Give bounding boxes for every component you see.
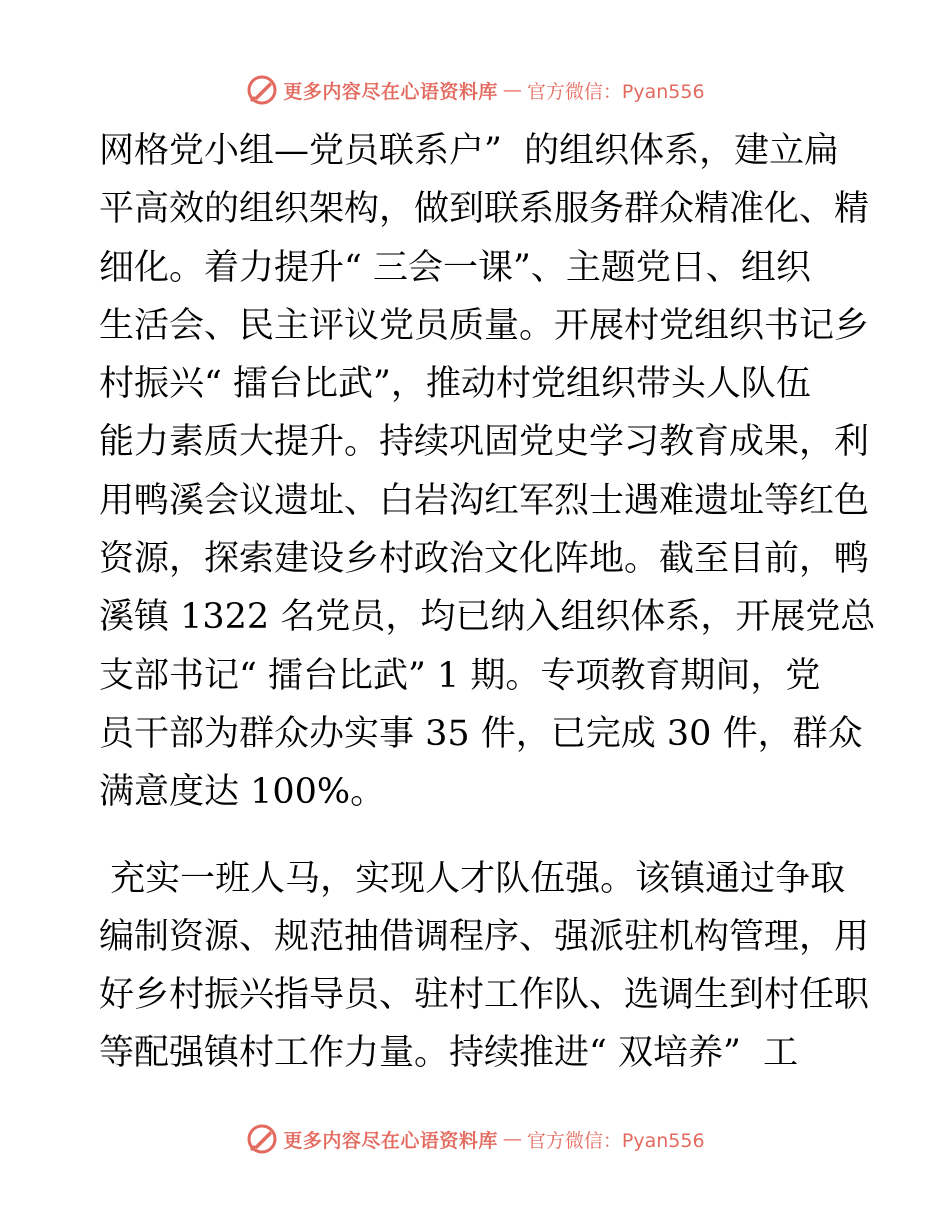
text-line: 溪镇 1322 名党员，均已纳入组织体系，开展党总 bbox=[99, 597, 876, 638]
text-line: 好乡村振兴指导员、驻村工作队、选调生到村任职 bbox=[99, 975, 870, 1016]
watermark-contact: 官方微信：Pyan556 bbox=[526, 80, 705, 103]
watermark-text: 更多内容尽在心语资料库 bbox=[283, 80, 498, 103]
watermark-text: 更多内容尽在心语资料库 bbox=[283, 1129, 498, 1152]
quill-seal-icon bbox=[245, 73, 279, 107]
text-line: 网格党小组—党员联系户” 的组织体系，建立扁 bbox=[99, 131, 840, 171]
quill-seal-icon bbox=[245, 1122, 279, 1156]
text-line: 等配强镇村工作力量。持续推进“ 双培养” 工 bbox=[99, 1033, 799, 1074]
watermark-dash: — bbox=[502, 1128, 522, 1150]
text-line: 支部书记“ 擂台比武” 1 期。专项教育期间，党 bbox=[99, 655, 821, 696]
text-line: 生活会、民主评议党员质量。开展村党组织书记乡 bbox=[99, 305, 870, 346]
text-line: 编制资源、规范抽借调程序、强派驻机构管理，用 bbox=[99, 916, 870, 957]
text-line: 平高效的组织架构，做到联系服务群众精准化、精 bbox=[99, 189, 870, 230]
footer-watermark bbox=[0, 1119, 950, 1159]
document-body bbox=[99, 122, 876, 1083]
header-watermark bbox=[0, 70, 950, 110]
watermark-contact: 官方微信：Pyan556 bbox=[526, 1129, 705, 1152]
text-line: 村振兴“ 擂台比武”，推动村党组织带头人队伍 bbox=[99, 364, 811, 405]
paragraph-1 bbox=[99, 122, 876, 822]
text-line: 细化。着力提升“ 三会一课”、主题党日、组织 bbox=[99, 247, 811, 288]
paragraph-2 bbox=[99, 850, 870, 1083]
text-line: 资源，探索建设乡村政治文化阵地。截至目前，鸭 bbox=[99, 539, 870, 580]
text-line: 员干部为群众办实事 35 件，已完成 30 件，群众 bbox=[99, 713, 863, 754]
text-line: 充实一班人马，实现人才队伍强。该镇通过争取 bbox=[99, 858, 846, 899]
text-line: 用鸭溪会议遗址、白岩沟红军烈士遇难遗址等红色 bbox=[99, 480, 870, 521]
text-line: 满意度达 100%。 bbox=[99, 772, 386, 813]
text-line: 能力素质大提升。持续巩固党史学习教育成果，利 bbox=[99, 422, 870, 463]
watermark-dash: — bbox=[502, 79, 522, 101]
